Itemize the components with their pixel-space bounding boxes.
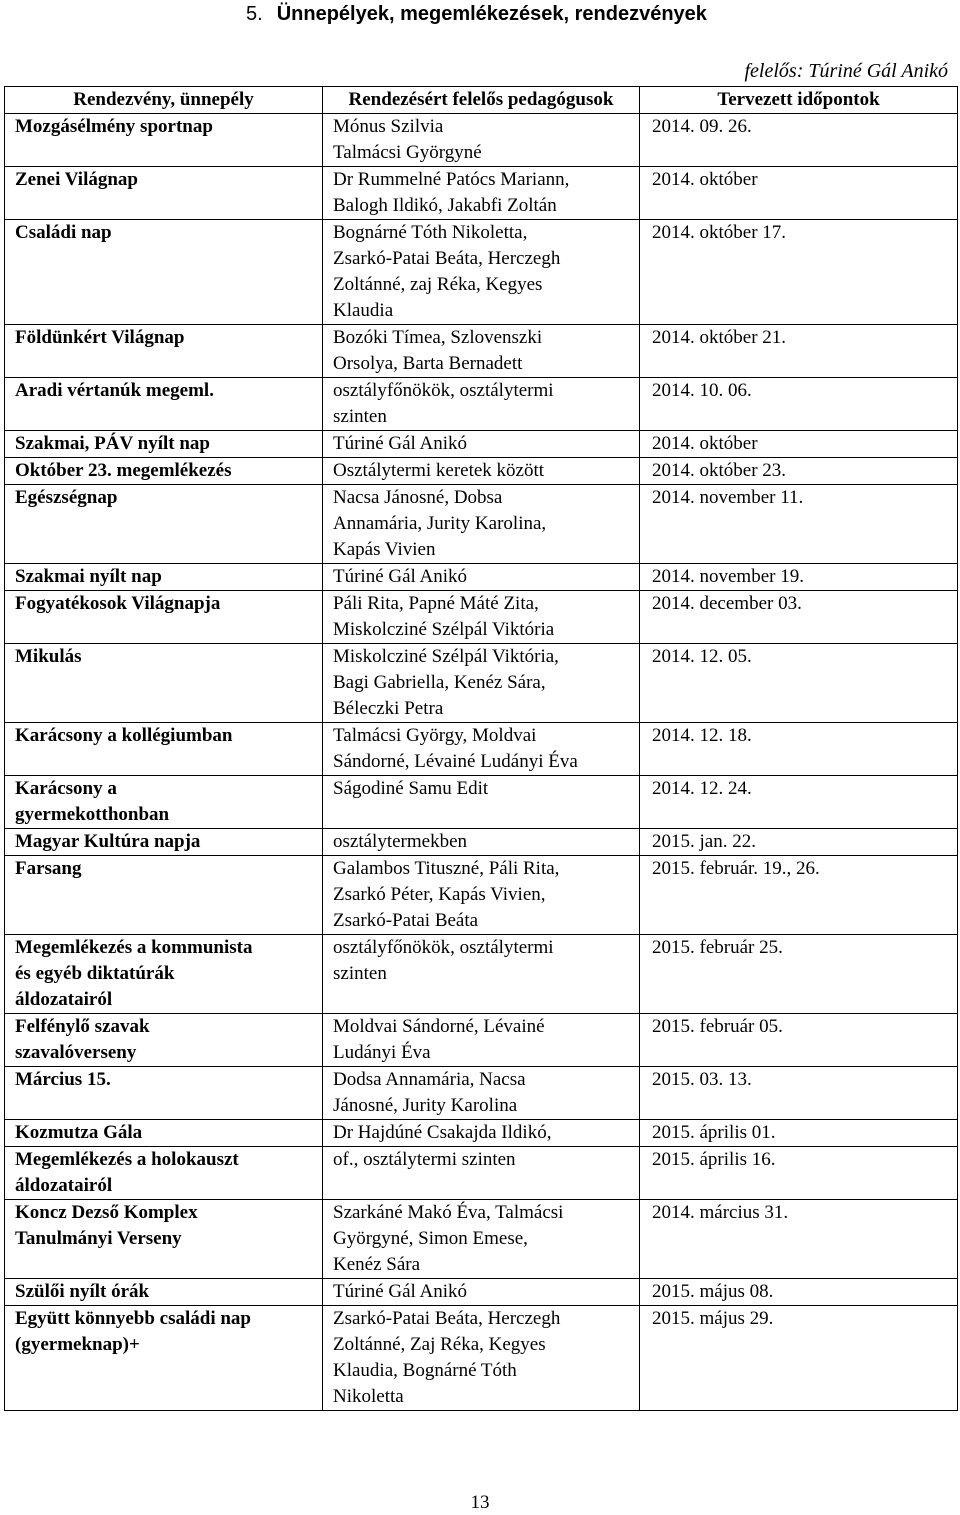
header-responsible: Rendezésért felelős pedagógusok xyxy=(323,87,640,114)
date-cell: 2014. október 17. xyxy=(640,220,958,325)
responsible-cell: Túriné Gál Anikó xyxy=(323,564,640,591)
date-cell: 2015. április 01. xyxy=(640,1120,958,1147)
responsible-cell: Szarkáné Makó Éva, Talmácsi Györgyné, Simon Emese, Kenéz Sára xyxy=(323,1200,640,1279)
responsible-cell: Galambos Tituszné, Páli Rita, Zsarkó Péter, Kapás Vivien, Zsarkó-Patai Beáta xyxy=(323,856,640,935)
responsible-cell: Osztálytermi keretek között xyxy=(323,458,640,485)
event-name-cell: Zenei Világnap xyxy=(5,167,323,220)
date-cell: 2014. 12. 18. xyxy=(640,723,958,776)
date-cell: 2014. 12. 24. xyxy=(640,776,958,829)
table-row xyxy=(5,723,958,776)
date-cell: 2014. október xyxy=(640,167,958,220)
event-name-cell: Szülői nyílt órák xyxy=(5,1279,323,1306)
responsible-cell: Zsarkó-Patai Beáta, Herczegh Zoltánné, Zaj Réka, Kegyes Klaudia, Bognárné Tóth Nikoletta xyxy=(323,1306,640,1411)
date-cell: 2015. február 25. xyxy=(640,935,958,1014)
event-name-cell: Farsang xyxy=(5,856,323,935)
date-cell: 2014. november 19. xyxy=(640,564,958,591)
responsible-person: felelős: Túriné Gál Anikó xyxy=(744,60,948,82)
table-row xyxy=(5,644,958,723)
table-row xyxy=(5,167,958,220)
responsible-cell: of., osztálytermi szinten xyxy=(323,1147,640,1200)
date-cell: 2014. március 31. xyxy=(640,1200,958,1279)
responsible-cell: Moldvai Sándorné, Lévainé Ludányi Éva xyxy=(323,1014,640,1067)
table-row xyxy=(5,564,958,591)
table-row xyxy=(5,1147,958,1200)
responsible-cell: Dodsa Annamária, Nacsa Jánosné, Jurity Karolina xyxy=(323,1067,640,1120)
table-row xyxy=(5,1306,958,1411)
event-name-cell: Mozgásélmény sportnap xyxy=(5,114,323,167)
responsible-cell: osztályfőnökök, osztálytermi szinten xyxy=(323,378,640,431)
event-name-cell: Szakmai, PÁV nyílt nap xyxy=(5,431,323,458)
table-row xyxy=(5,776,958,829)
section-number: 5. xyxy=(246,3,263,25)
table-row xyxy=(5,591,958,644)
table-row xyxy=(5,220,958,325)
table-header-row xyxy=(5,87,958,114)
event-name-cell: Karácsony a gyermekotthonban xyxy=(5,776,323,829)
page-number: 13 xyxy=(470,1492,490,1513)
event-name-cell: Felfénylő szavak szavalóverseny xyxy=(5,1014,323,1067)
responsible-cell: Páli Rita, Papné Máté Zita, Miskolcziné Szélpál Viktória xyxy=(323,591,640,644)
responsible-cell: Bozóki Tímea, Szlovenszki Orsolya, Barta Bernadett xyxy=(323,325,640,378)
event-name-cell: Egészségnap xyxy=(5,485,323,564)
date-cell: 2015. február 05. xyxy=(640,1014,958,1067)
date-cell: 2014. 12. 05. xyxy=(640,644,958,723)
table-row xyxy=(5,1279,958,1306)
table-row xyxy=(5,458,958,485)
responsible-cell: Túriné Gál Anikó xyxy=(323,431,640,458)
date-cell: 2015. jan. 22. xyxy=(640,829,958,856)
event-name-cell: Március 15. xyxy=(5,1067,323,1120)
responsible-cell: osztályfőnökök, osztálytermi szinten xyxy=(323,935,640,1014)
header-date: Tervezett időpontok xyxy=(640,87,958,114)
event-name-cell: Fogyatékosok Világnapja xyxy=(5,591,323,644)
table-row xyxy=(5,1067,958,1120)
event-name-cell: Karácsony a kollégiumban xyxy=(5,723,323,776)
table-row xyxy=(5,114,958,167)
table-row xyxy=(5,1200,958,1279)
date-cell: 2014. október 23. xyxy=(640,458,958,485)
date-cell: 2014. 09. 26. xyxy=(640,114,958,167)
date-cell: 2015. május 08. xyxy=(640,1279,958,1306)
event-name-cell: Földünkért Világnap xyxy=(5,325,323,378)
date-cell: 2015. április 16. xyxy=(640,1147,958,1200)
table-row xyxy=(5,485,958,564)
table-row xyxy=(5,935,958,1014)
responsible-cell: Dr Hajdúné Csakajda Ildikó, xyxy=(323,1120,640,1147)
table-row xyxy=(5,829,958,856)
event-name-cell: Szakmai nyílt nap xyxy=(5,564,323,591)
date-cell: 2014. december 03. xyxy=(640,591,958,644)
responsible-cell: osztálytermekben xyxy=(323,829,640,856)
responsible-cell: Mónus Szilvia Talmácsi Györgyné xyxy=(323,114,640,167)
event-name-cell: Mikulás xyxy=(5,644,323,723)
event-name-cell: Megemlékezés a holokauszt áldozatairól xyxy=(5,1147,323,1200)
date-cell: 2015. február. 19., 26. xyxy=(640,856,958,935)
section-title: Ünnepélyek, megemlékezések, rendezvények xyxy=(276,3,707,25)
event-name-cell: Megemlékezés a kommunista és egyéb diktatúrák áldozatairól xyxy=(5,935,323,1014)
section-heading xyxy=(246,3,707,26)
table-row xyxy=(5,1120,958,1147)
event-name-cell: Kozmutza Gála xyxy=(5,1120,323,1147)
date-cell: 2014. 10. 06. xyxy=(640,378,958,431)
event-name-cell: Családi nap xyxy=(5,220,323,325)
responsible-cell: Túriné Gál Anikó xyxy=(323,1279,640,1306)
date-cell: 2014. november 11. xyxy=(640,485,958,564)
date-cell: 2015. május 29. xyxy=(640,1306,958,1411)
responsible-cell: Ságodiné Samu Edit xyxy=(323,776,640,829)
responsible-cell: Bognárné Tóth Nikoletta, Zsarkó-Patai Beáta, Herczegh Zoltánné, zaj Réka, Kegyes Klaudia xyxy=(323,220,640,325)
date-cell: 2015. 03. 13. xyxy=(640,1067,958,1120)
table-row xyxy=(5,856,958,935)
events-table xyxy=(4,86,958,1411)
table-body xyxy=(5,114,958,1411)
date-cell: 2014. október 21. xyxy=(640,325,958,378)
responsible-cell: Miskolcziné Szélpál Viktória, Bagi Gabriella, Kenéz Sára, Béleczki Petra xyxy=(323,644,640,723)
table-row xyxy=(5,325,958,378)
responsible-cell: Talmácsi György, Moldvai Sándorné, Lévainé Ludányi Éva xyxy=(323,723,640,776)
event-name-cell: Magyar Kultúra napja xyxy=(5,829,323,856)
event-name-cell: Együtt könnyebb családi nap (gyermeknap)+ xyxy=(5,1306,323,1411)
responsible-cell: Dr Rummelné Patócs Mariann, Balogh Ildikó, Jakabfi Zoltán xyxy=(323,167,640,220)
table-row xyxy=(5,431,958,458)
event-name-cell: Október 23. megemlékezés xyxy=(5,458,323,485)
table-row xyxy=(5,378,958,431)
event-name-cell: Koncz Dezső Komplex Tanulmányi Verseny xyxy=(5,1200,323,1279)
table-row xyxy=(5,1014,958,1067)
date-cell: 2014. október xyxy=(640,431,958,458)
responsible-cell: Nacsa Jánosné, Dobsa Annamária, Jurity Karolina, Kapás Vivien xyxy=(323,485,640,564)
header-event: Rendezvény, ünnepély xyxy=(5,87,323,114)
event-name-cell: Aradi vértanúk megeml. xyxy=(5,378,323,431)
